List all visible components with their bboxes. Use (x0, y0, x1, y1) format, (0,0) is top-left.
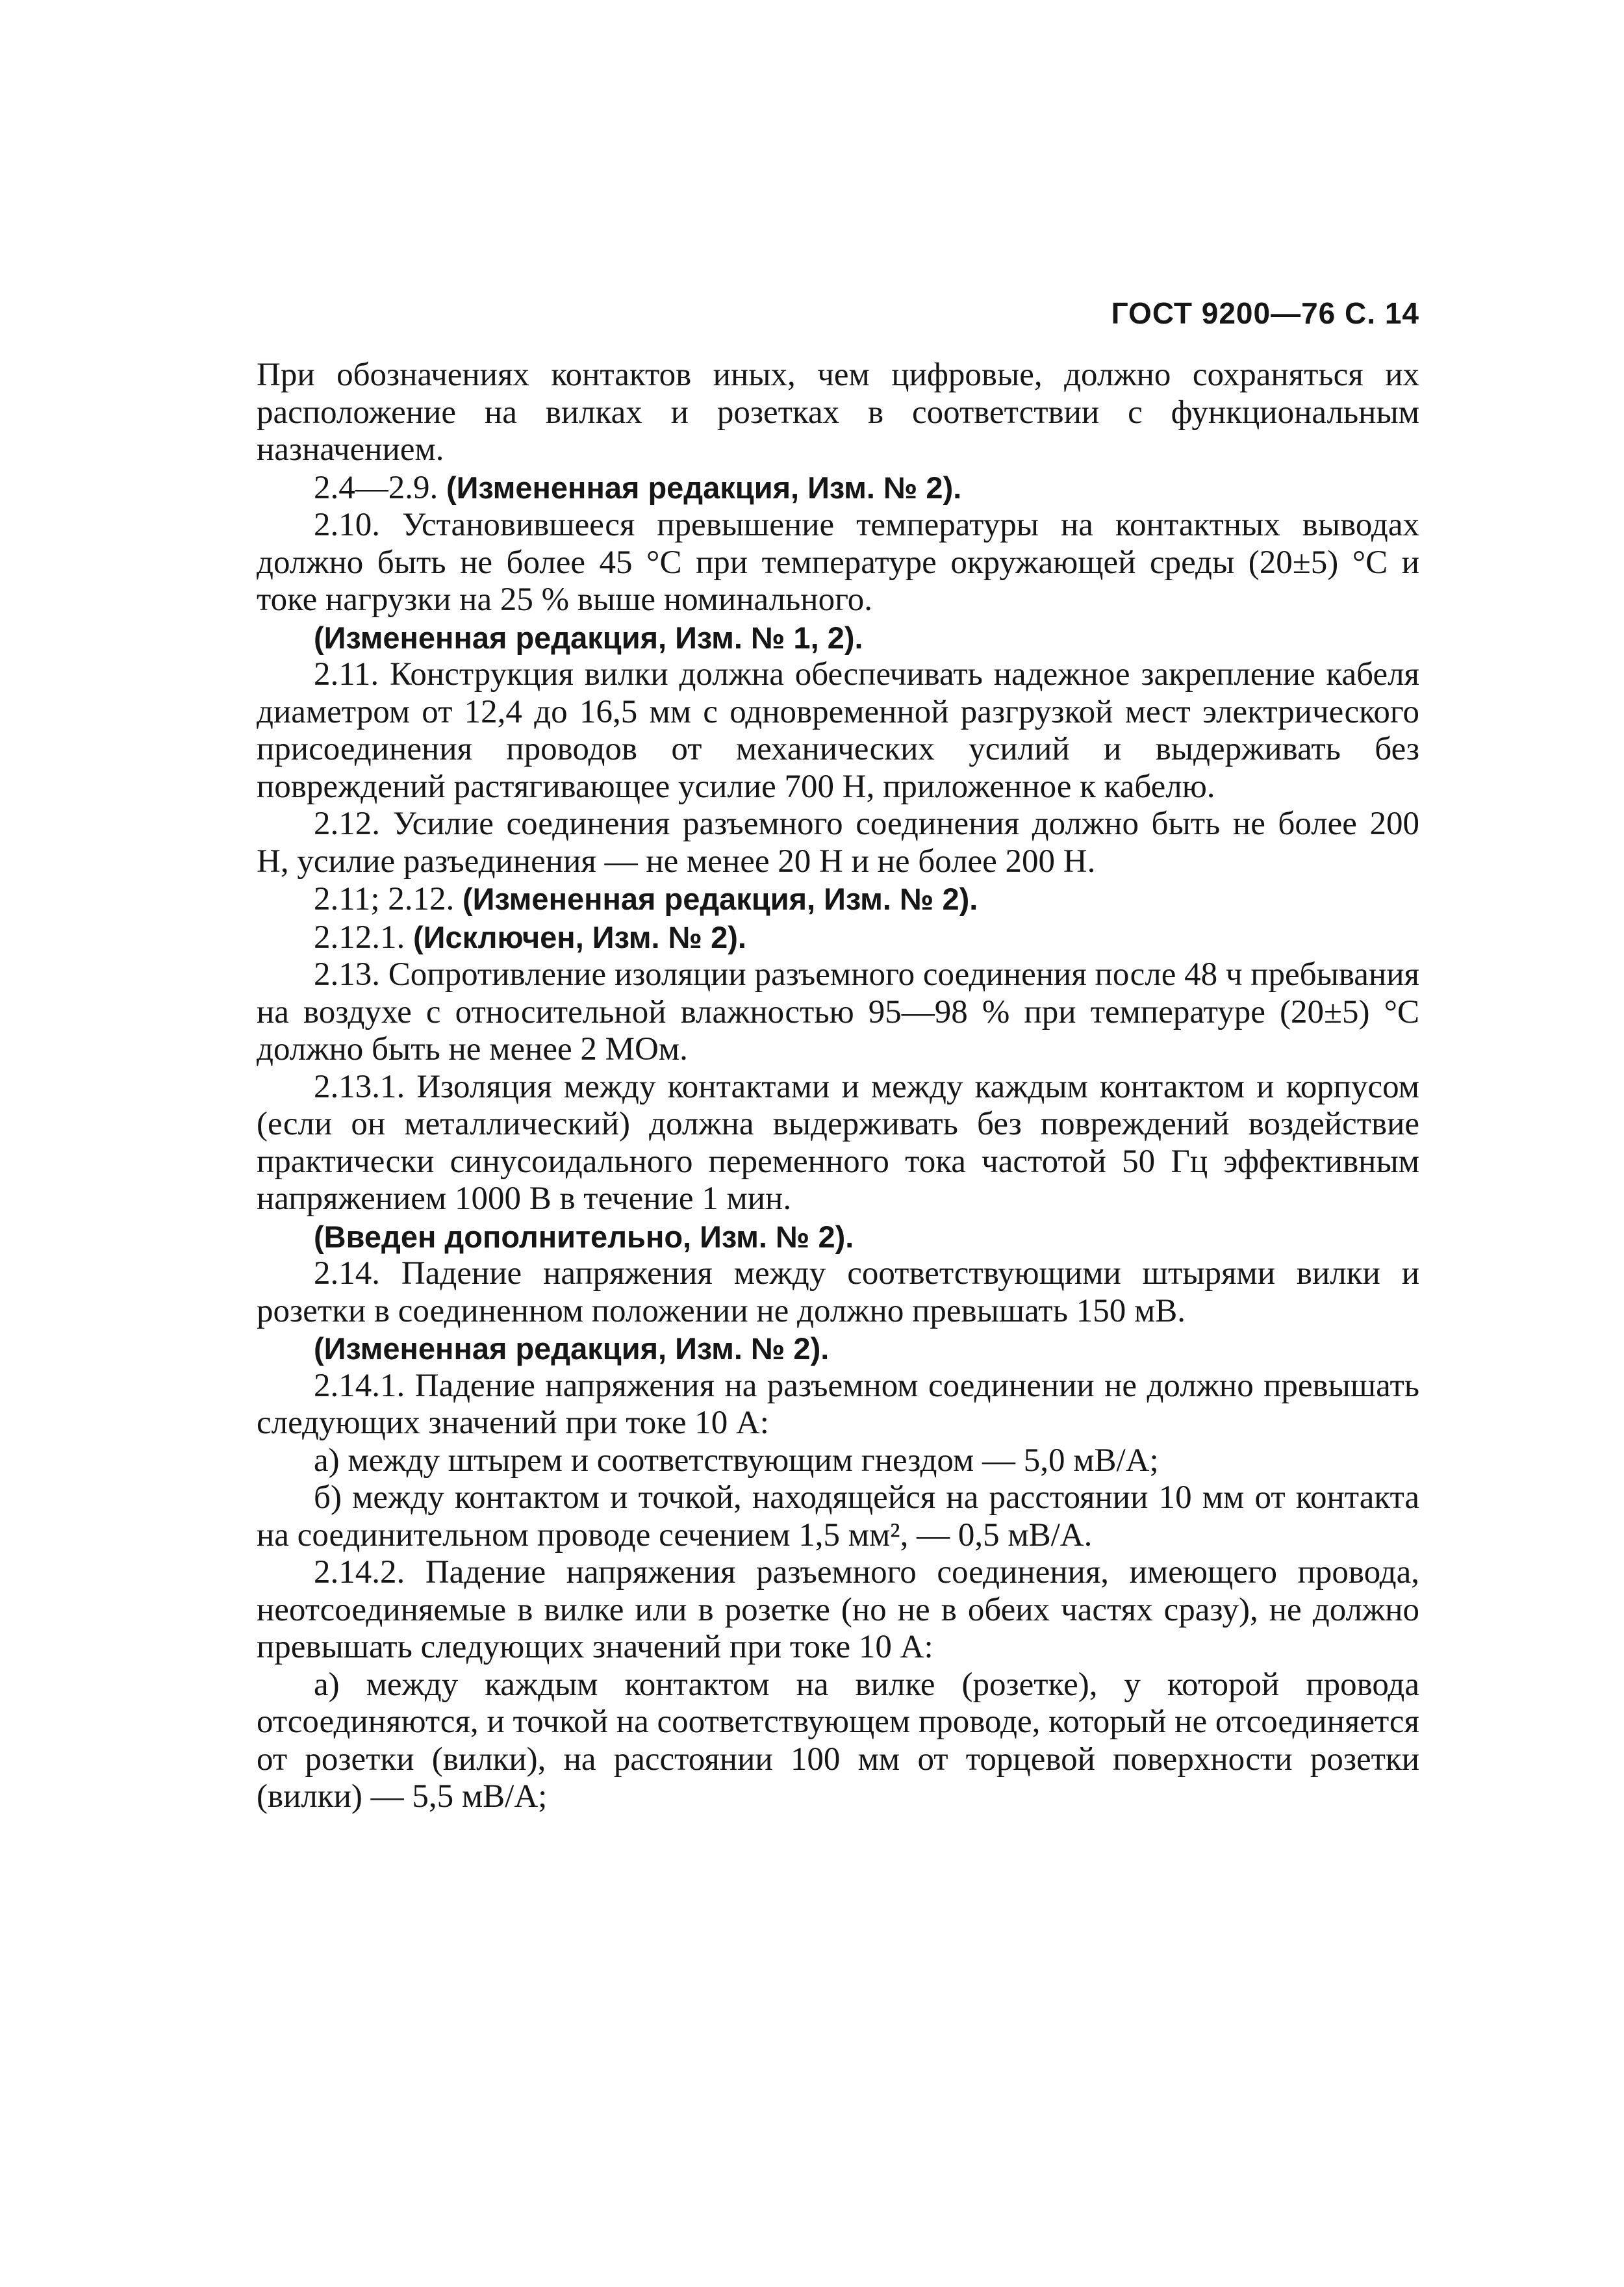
amendment-note-2-13-1 (257, 1218, 1419, 1256)
amendment-note-2-14 (257, 1330, 1419, 1368)
paragraph-text: При обозначениях контактов иных, чем цифровые, должно сохраняться их расположение на вилках и розетках в соответствии с функциональным назначением. (257, 357, 1419, 468)
paragraph-contact-designations (257, 357, 1419, 469)
clause-2-14-1-b (257, 1479, 1419, 1554)
paragraph-text: 2.13. Сопротивление изоляции разъемного соединения после 48 ч пребывания на воздухе с относительной влажностью 95—98 % при температуре (20±5) °С должно быть не менее 2 МОм. (257, 956, 1419, 1067)
amendment-note-2-4-2-9 (257, 469, 1419, 507)
paragraph-text: 2.12. Усилие соединения разъемного соединения должно быть не более 200 Н, усилие разъединения — не менее 20 Н и не более 200 Н. (257, 806, 1419, 880)
amendment-note-2-11-2-12 (257, 880, 1419, 919)
clause-2-14-2 (257, 1554, 1419, 1667)
paragraph-text: 2.11. Конструкция вилки должна обеспечивать надежное закрепление кабеля диаметром от 12,4 до 16,5 мм с одновременной разгрузкой мест электрического присоединения проводов от механических усилий и выдерживать без повреждений растягивающее усилие 700 Н, приложенное к кабелю. (257, 656, 1419, 805)
paragraph-text: 2.13.1. Изоляция между контактами и между каждым контактом и корпусом (если он металлический) должна выдерживать без повреждений воздействие практически синусоидального переменного тока частотой 50 Гц эффективным напряжением 1000 В в течение 1 мин. (257, 1068, 1419, 1217)
paragraph-text: 2.10. Установившееся превышение температуры на контактных выводах должно быть не более 45 °С при температуре окружающей среды (20±5) °С и токе нагрузки на 25 % выше номинального. (257, 507, 1419, 618)
clause-number: 2.12.1. (314, 919, 405, 956)
amendment-mark: (Измененная редакция, Изм. № 2). (463, 882, 978, 916)
amendment-mark: (Введен дополнительно, Изм. № 2). (314, 1219, 854, 1254)
amendment-mark: (Измененная редакция, Изм. № 2). (446, 470, 962, 505)
amendment-mark: (Исключен, Изм. № 2). (413, 919, 746, 954)
paragraph-text: 2.14.2. Падение напряжения разъемного соединения, имеющего провода, неотсоединяемые в вилке или в розетке (но не в обеих частях сразу), не должно превышать следующих значений при токе 10 А: (257, 1554, 1419, 1665)
page-header: ГОСТ 9200—76 С. 14 (1111, 296, 1419, 330)
clause-2-13-1 (257, 1069, 1419, 1218)
paragraph-text: а) между штырем и соответствующим гнездом — 5,0 мВ/А; (314, 1442, 1159, 1479)
amendment-mark: (Измененная редакция, Изм. № 2). (314, 1331, 830, 1366)
paragraph-text: 2.14.1. Падение напряжения на разъемном соединении не должно превышать следующих значений при токе 10 А: (257, 1367, 1419, 1441)
clause-2-12 (257, 806, 1419, 880)
paragraph-text: а) между каждым контактом на вилке (розетке), у которой провода отсоединяются, и точкой на соответствующем проводе, который не отсоединяется от розетки (вилки), на расстоянии 100 мм от торцевой поверхности розетки (вилки) — 5,5 мВ/А; (257, 1666, 1419, 1815)
clause-2-12-1 (257, 919, 1419, 957)
amendment-note-2-10 (257, 619, 1419, 657)
amendment-mark: (Измененная редакция, Изм. № 1, 2). (314, 620, 863, 655)
document-body (257, 357, 1419, 1816)
clause-2-14-1 (257, 1368, 1419, 1442)
clause-number: 2.4—2.9. (314, 469, 438, 506)
clause-2-13 (257, 956, 1419, 1069)
clause-2-14-2-a (257, 1667, 1419, 1816)
clause-2-14-1-a (257, 1442, 1419, 1480)
clause-2-11 (257, 656, 1419, 806)
document-page (257, 296, 1419, 1816)
clause-2-10 (257, 507, 1419, 619)
clause-2-14 (257, 1255, 1419, 1330)
clause-number: 2.11; 2.12. (314, 881, 455, 917)
paragraph-text: б) между контактом и точкой, находящейся на расстоянии 10 мм от контакта на соединительном проводе сечением 1,5 мм², — 0,5 мВ/А. (257, 1479, 1419, 1553)
paragraph-text: 2.14. Падение напряжения между соответствующими штырями вилки и розетки в соединенном положении не должно превышать 150 мВ. (257, 1255, 1419, 1329)
